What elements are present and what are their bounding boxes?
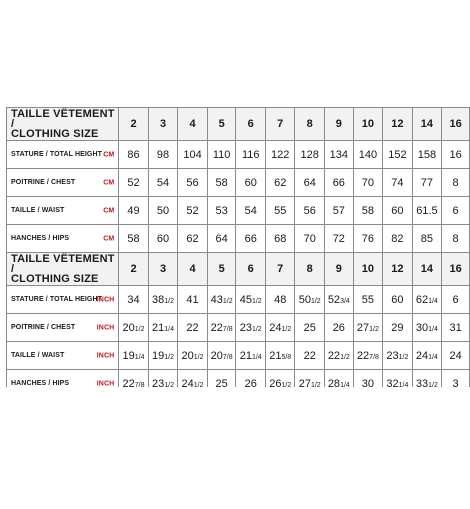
- value-cell: 34: [119, 286, 149, 314]
- value-cell: 30: [353, 370, 383, 388]
- value-cell: 58: [119, 225, 149, 253]
- clothing-size-header-line1: TAILLE VÊTEMENT /: [11, 108, 115, 130]
- value-cell: 52: [178, 197, 208, 225]
- measurement-label: [7, 141, 119, 169]
- clothing-size-header-line2: CLOTHING SIZE: [11, 273, 99, 285]
- size-header-cell: 12: [383, 108, 413, 141]
- size-chart: [0, 107, 470, 387]
- measurement-name: STATURE / TOTAL HEIGHT: [11, 151, 102, 158]
- value-cell: 54: [236, 197, 266, 225]
- measurement-name: POITRINE / CHEST: [11, 179, 76, 186]
- measurement-label: [7, 169, 119, 197]
- value-cell: 201/2: [178, 342, 208, 370]
- value-cell: 241/2: [178, 370, 208, 388]
- size-header-cell: 2: [119, 253, 149, 286]
- value-cell: 501/2: [295, 286, 325, 314]
- unit-label: INCH: [96, 352, 115, 359]
- measurement-label: [7, 370, 119, 388]
- size-header-cell: 2: [119, 108, 149, 141]
- value-cell: 54: [148, 169, 178, 197]
- size-header-cell: 9: [324, 253, 353, 286]
- value-cell: 56: [178, 169, 208, 197]
- measurement-label: [7, 342, 119, 370]
- value-cell: 62: [265, 169, 295, 197]
- unit-label: CM: [103, 207, 115, 214]
- measurement-name: TAILLE / WAIST: [11, 207, 65, 214]
- value-cell: 60: [236, 169, 266, 197]
- value-cell: 66: [324, 169, 353, 197]
- value-cell: 227/8: [353, 342, 383, 370]
- value-cell: 58: [207, 169, 236, 197]
- value-cell: 191/4: [119, 342, 149, 370]
- size-header-cell: 6: [236, 253, 266, 286]
- value-cell: 241/4: [412, 342, 442, 370]
- value-cell: 8: [442, 169, 470, 197]
- size-header-cell: 8: [295, 108, 325, 141]
- value-cell: 25: [295, 314, 325, 342]
- value-cell: 98: [148, 141, 178, 169]
- table-row: [7, 314, 470, 342]
- value-cell: 16: [442, 141, 470, 169]
- value-cell: 85: [412, 225, 442, 253]
- table-row: [7, 370, 470, 388]
- size-header-cell: 9: [324, 108, 353, 141]
- value-cell: 41: [178, 286, 208, 314]
- table-row: [7, 169, 470, 197]
- value-cell: 48: [265, 286, 295, 314]
- value-cell: 134: [324, 141, 353, 169]
- header-row: [7, 253, 470, 286]
- measurement-label: [7, 314, 119, 342]
- value-cell: 70: [295, 225, 325, 253]
- unit-label: INCH: [96, 324, 115, 331]
- value-cell: 66: [236, 225, 266, 253]
- value-cell: 271/2: [295, 370, 325, 388]
- size-header-cell: 12: [383, 253, 413, 286]
- size-header-cell: 8: [295, 253, 325, 286]
- size-header-cell: 5: [207, 108, 236, 141]
- value-cell: 26: [236, 370, 266, 388]
- value-cell: 431/2: [207, 286, 236, 314]
- value-cell: 152: [383, 141, 413, 169]
- size-header-cell: 14: [412, 253, 442, 286]
- value-cell: 49: [119, 197, 149, 225]
- measurement-name: POITRINE / CHEST: [11, 324, 76, 331]
- value-cell: 331/2: [412, 370, 442, 388]
- value-cell: 57: [324, 197, 353, 225]
- value-cell: 31: [442, 314, 470, 342]
- value-cell: 70: [353, 169, 383, 197]
- value-cell: 122: [265, 141, 295, 169]
- value-cell: 215/8: [265, 342, 295, 370]
- value-cell: 22: [178, 314, 208, 342]
- value-cell: 140: [353, 141, 383, 169]
- value-cell: 6: [442, 197, 470, 225]
- value-cell: 60: [148, 225, 178, 253]
- size-header-cell: 4: [178, 253, 208, 286]
- value-cell: 451/2: [236, 286, 266, 314]
- table-row: [7, 197, 470, 225]
- value-cell: 116: [236, 141, 266, 169]
- size-header-cell: 4: [178, 108, 208, 141]
- value-cell: 104: [178, 141, 208, 169]
- size-header-cell: 7: [265, 108, 295, 141]
- value-cell: 621/4: [412, 286, 442, 314]
- value-cell: 231/2: [148, 370, 178, 388]
- value-cell: 26: [324, 314, 353, 342]
- table-row: [7, 141, 470, 169]
- value-cell: 201/2: [119, 314, 149, 342]
- value-cell: 62: [178, 225, 208, 253]
- value-cell: 211/4: [236, 342, 266, 370]
- value-cell: 56: [295, 197, 325, 225]
- size-header-cell: 3: [148, 108, 178, 141]
- value-cell: 110: [207, 141, 236, 169]
- value-cell: 128: [295, 141, 325, 169]
- value-cell: 55: [353, 286, 383, 314]
- unit-label: INCH: [96, 296, 115, 303]
- value-cell: 76: [353, 225, 383, 253]
- measurement-label: [7, 197, 119, 225]
- measurement-name: STATURE / TOTAL HEIGHT: [11, 296, 102, 303]
- value-cell: 271/2: [353, 314, 383, 342]
- value-cell: 25: [207, 370, 236, 388]
- value-cell: 381/2: [148, 286, 178, 314]
- value-cell: 22: [295, 342, 325, 370]
- value-cell: 24: [442, 342, 470, 370]
- table-row: [7, 286, 470, 314]
- size-header-cell: 6: [236, 108, 266, 141]
- value-cell: 77: [412, 169, 442, 197]
- table-row: [7, 225, 470, 253]
- table-row: [7, 342, 470, 370]
- value-cell: 60: [383, 286, 413, 314]
- unit-label: CM: [103, 151, 115, 158]
- size-header-cell: 7: [265, 253, 295, 286]
- size-header-cell: 14: [412, 108, 442, 141]
- value-cell: 58: [353, 197, 383, 225]
- value-cell: 241/2: [265, 314, 295, 342]
- clothing-size-header-line2: CLOTHING SIZE: [11, 128, 99, 140]
- unit-label: CM: [103, 179, 115, 186]
- header-row: [7, 108, 470, 141]
- value-cell: 64: [295, 169, 325, 197]
- measurement-name: TAILLE / WAIST: [11, 352, 65, 359]
- clothing-size-header: [7, 108, 119, 141]
- value-cell: 321/4: [383, 370, 413, 388]
- value-cell: 158: [412, 141, 442, 169]
- value-cell: 211/4: [148, 314, 178, 342]
- clothing-size-header-line1: TAILLE VÊTEMENT /: [11, 253, 115, 275]
- clothing-size-header: [7, 253, 119, 286]
- size-header-cell: 10: [353, 253, 383, 286]
- value-cell: 55: [265, 197, 295, 225]
- size-header-cell: 16: [442, 253, 470, 286]
- value-cell: 6: [442, 286, 470, 314]
- value-cell: 68: [265, 225, 295, 253]
- value-cell: 261/2: [265, 370, 295, 388]
- value-cell: 227/8: [207, 314, 236, 342]
- value-cell: 8: [442, 225, 470, 253]
- value-cell: 72: [324, 225, 353, 253]
- value-cell: 231/2: [236, 314, 266, 342]
- value-cell: 221/2: [324, 342, 353, 370]
- value-cell: 191/2: [148, 342, 178, 370]
- measurement-name: HANCHES / HIPS: [11, 380, 70, 387]
- unit-label: INCH: [96, 380, 115, 387]
- size-header-cell: 5: [207, 253, 236, 286]
- value-cell: 207/8: [207, 342, 236, 370]
- size-table: [6, 107, 470, 387]
- value-cell: 231/2: [383, 342, 413, 370]
- value-cell: 50: [148, 197, 178, 225]
- size-header-cell: 10: [353, 108, 383, 141]
- value-cell: 61.5: [412, 197, 442, 225]
- measurement-label: [7, 225, 119, 253]
- value-cell: 64: [207, 225, 236, 253]
- value-cell: 82: [383, 225, 413, 253]
- size-header-cell: 3: [148, 253, 178, 286]
- value-cell: 86: [119, 141, 149, 169]
- value-cell: 3: [442, 370, 470, 388]
- value-cell: 523/4: [324, 286, 353, 314]
- value-cell: 301/4: [412, 314, 442, 342]
- value-cell: 60: [383, 197, 413, 225]
- measurement-name: HANCHES / HIPS: [11, 235, 70, 242]
- measurement-label: [7, 286, 119, 314]
- value-cell: 52: [119, 169, 149, 197]
- size-header-cell: 16: [442, 108, 470, 141]
- value-cell: 29: [383, 314, 413, 342]
- value-cell: 74: [383, 169, 413, 197]
- value-cell: 281/4: [324, 370, 353, 388]
- unit-label: CM: [103, 235, 115, 242]
- value-cell: 53: [207, 197, 236, 225]
- value-cell: 227/8: [119, 370, 149, 388]
